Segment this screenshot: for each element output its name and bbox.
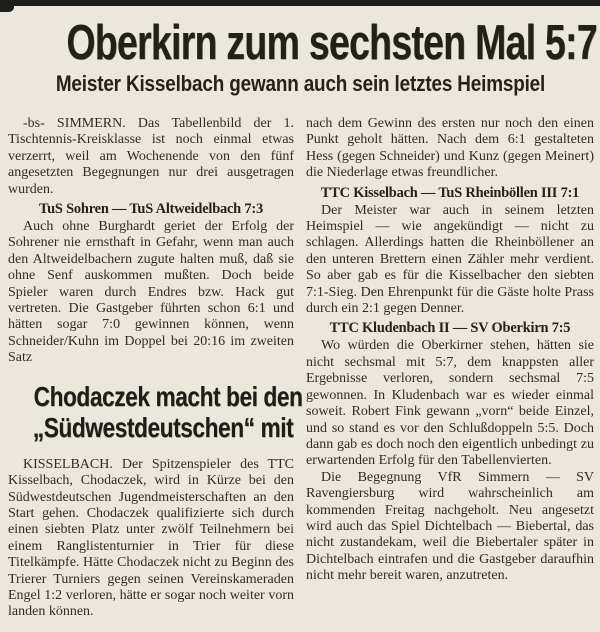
- article-headline: [0, 13, 600, 68]
- scan-edge-strip: [0, 0, 600, 6]
- closing-paragraph: Die Begegnung VfR Simmern — SV Ravengiersburg wird wahrscheinlich am kommenden Freitag nachgeholt. Neu angesetzt wird auch das Spiel Dichtelbach — Biebertal, das nicht zustandekam, weil die Biebertaler später in Dichtelbach eintrafen und die Gastgeber daraufhin nicht mehr bereit waren, anzutreten.: [306, 469, 594, 584]
- intro-paragraph: -bs- SIMMERN. Das Tabellenbild der 1. Tischtennis-Kreisklasse ist noch einmal etwas verzerrt, weil am Wochenende von den fünf angesetzten Begegnungen nur drei ausgetragen wurden.: [8, 116, 294, 197]
- right-column: [306, 116, 594, 585]
- match-report-kisselbach: Der Meister war auch in seinem letzten Heimspiel — wie angekündigt — nicht zu schlagen. Allerdings hatten die Rheinböllener an den unteren Brettern einen Zähler mehr verdient. So aber gab es für die Kisselbacher den siebten 7:1-Sieg. Den Ehrenpunkt für die Gäste holte Prass durch ein 2:1 gegen Denner.: [306, 202, 594, 317]
- article-headline-text: Oberkirn zum sechsten Mal 5:7: [66, 14, 597, 70]
- chodaczek-article-body: KISSELBACH. Der Spitzenspieler des TTC Kisselbach, Chodaczek, wird in Kürze bei den Südwestdeutschen Jugendmeisterschaften an den Start gehen. Chodaczek qualifizierte sich durch einen siebten Platz unter zwölf Teilnehmern bei einem Ranglistenturnier in Trier für diese Titelkämpfe. Hätte Chodaczek nicht zu Beginn des Trierer Turniers gegen seinen Vereinskameraden Engel 1:2 verloren, hätte er sogar noch weiter vorn landen können.: [8, 456, 294, 620]
- match-heading-kisselbach-rheinboellen: TTC Kisselbach — TuS Rheinböllen III 7:1: [320, 184, 580, 201]
- article-subheadline-text: Meister Kisselbach gewann auch sein letztes Heimspiel: [55, 71, 545, 96]
- match-heading-kludenbach-oberkirn: TTC Kludenbach II — SV Oberkirn 7:5: [329, 320, 571, 337]
- article-subheadline: [0, 71, 600, 97]
- chodaczek-headline-line1: Chodaczek macht bei den: [33, 381, 303, 412]
- match-report-sohren: Auch ohne Burghardt geriet der Erfolg der Sohrener nie ernsthaft in Gefahr, wenn man auch den Altweidelbachern zugute halten muß, daß sie ohne Senf auskommen mußten. Doch beide Spieler waren durch Endres bzw. Hack gut vertreten. Die Gastgeber führten schon 6:1 und hätten sogar 7:0 gewinnen können, wenn Schneider/Kuhn im Doppel bei 20:16 im zweiten Satz: [8, 219, 294, 366]
- match-heading-sohren-altweidelbach: TuS Sohren — TuS Altweidelbach 7:3: [39, 201, 263, 218]
- continuation-paragraph: nach dem Gewinn des ersten nur noch den einen Punkt geholt hätten. Nach dem 6:1 gestalteten Hess (gegen Schneider) und Kunz (gegen Meinert) die Niederlage etwas freundlicher.: [306, 116, 594, 181]
- match-report-kludenbach: Wo würden die Oberkirner stehen, hätten sie nicht sechsmal mit 5:7, dem knappsten aller Ergebnisse verloren, sondern sechsmal 7:5 gewonnen. In Kludenbach war es wieder einmal soweit. Robert Fink gewann „vorn“ beide Einzel, und so stand es vor den Schlußdoppeln 5:5. Doch dann gab es doch noch den eigentlich unbedingt zu erwartenden Erfolg für den Tabellenvierten.: [306, 338, 594, 469]
- left-column: [8, 116, 303, 621]
- chodaczek-headline-line2: „Südwestdeutschen“ mit: [32, 412, 294, 443]
- chodaczek-article-headline: [8, 381, 303, 446]
- scan-edge-corner: [0, 0, 14, 12]
